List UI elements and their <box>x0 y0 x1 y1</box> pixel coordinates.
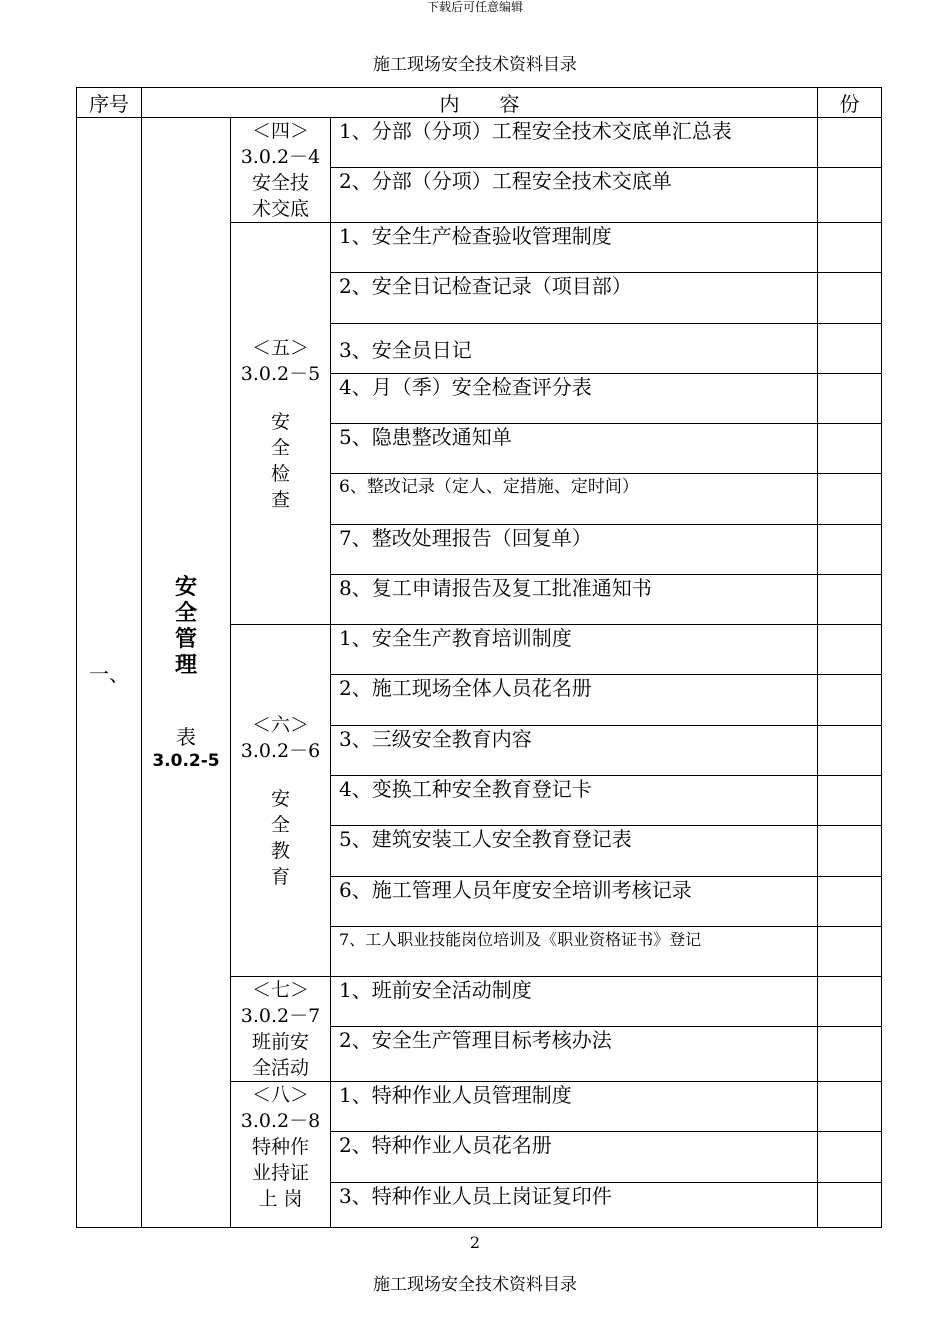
copies-cell <box>818 273 882 324</box>
section-6-code: ＜六＞ 3.0.2－6 安 全 教 育 <box>231 625 331 977</box>
list-item: 4、月（季）安全检查评分表 <box>331 374 818 424</box>
list-item: 1、安全生产检查验收管理制度 <box>331 223 818 273</box>
header-note: 下载后可任意编辑 <box>426 0 523 14</box>
list-item: 5、隐患整改通知单 <box>331 424 818 474</box>
copies-cell <box>818 675 882 726</box>
copies-cell <box>818 826 882 877</box>
copies-cell <box>818 625 882 675</box>
copies-cell <box>818 877 882 927</box>
list-item: 1、特种作业人员管理制度 <box>331 1082 818 1132</box>
list-item: 2、分部（分项）工程安全技术交底单 <box>331 168 818 223</box>
list-item: 3、特种作业人员上岗证复印件 <box>331 1183 818 1228</box>
copies-cell <box>818 726 882 776</box>
table-row <box>77 118 882 168</box>
copies-cell <box>818 118 882 168</box>
list-item: 3、三级安全教育内容 <box>331 726 818 776</box>
copies-cell <box>818 1183 882 1228</box>
copies-cell <box>818 977 882 1027</box>
copies-cell <box>818 374 882 424</box>
category-table-label: 表 <box>176 724 196 749</box>
list-item: 1、分部（分项）工程安全技术交底单汇总表 <box>331 118 818 168</box>
list-item: 2、安全生产管理目标考核办法 <box>331 1027 818 1082</box>
copies-cell <box>818 776 882 826</box>
page-title: 施工现场安全技术资料目录 <box>373 55 577 75</box>
section-7-code: ＜七＞ 3.0.2－7 班前安 全活动 <box>231 977 331 1082</box>
copies-cell <box>818 525 882 575</box>
page-number: 2 <box>469 1233 481 1252</box>
list-item: 6、施工管理人员年度安全培训考核记录 <box>331 877 818 927</box>
section-4-code: ＜四＞ 3.0.2－4 安全技 术交底 <box>231 118 331 223</box>
header-content: 内 容 <box>142 88 818 118</box>
list-item: 7、工人职业技能岗位培训及《职业资格证书》登记 <box>331 927 818 977</box>
category-table-code: 3.0.2-5 <box>152 750 220 771</box>
copies-cell <box>818 424 882 474</box>
list-item: 1、安全生产教育培训制度 <box>331 625 818 675</box>
list-item: 2、安全日记检查记录（项目部） <box>331 273 818 324</box>
list-item: 2、施工现场全体人员花名册 <box>331 675 818 726</box>
copies-cell <box>818 1082 882 1132</box>
header-copies: 份 <box>818 88 882 118</box>
list-item: 5、建筑安装工人安全教育登记表 <box>331 826 818 877</box>
copies-cell <box>818 575 882 625</box>
category-name: 安全管理 <box>175 573 198 678</box>
copies-cell <box>818 324 882 374</box>
list-item: 4、变换工种安全教育登记卡 <box>331 776 818 826</box>
section-5-code: ＜五＞ 3.0.2－5 安 全 检 查 <box>231 223 331 625</box>
list-item: 6、整改记录（定人、定措施、定时间） <box>331 474 818 525</box>
list-item: 7、整改处理报告（回复单） <box>331 525 818 575</box>
footer-title: 施工现场安全技术资料目录 <box>373 1275 577 1295</box>
header-row <box>77 88 882 118</box>
header-no: 序号 <box>77 88 142 118</box>
list-item: 1、班前安全活动制度 <box>331 977 818 1027</box>
list-item: 3、安全员日记 <box>331 324 818 374</box>
copies-cell <box>818 168 882 223</box>
category-cell <box>142 118 231 1228</box>
row-number: 一、 <box>77 118 142 1228</box>
copies-cell <box>818 474 882 525</box>
copies-cell <box>818 1132 882 1183</box>
list-item: 8、复工申请报告及复工批准通知书 <box>331 575 818 625</box>
copies-cell <box>818 223 882 273</box>
list-item: 2、特种作业人员花名册 <box>331 1132 818 1183</box>
catalog-table <box>76 87 882 1228</box>
copies-cell <box>818 927 882 977</box>
copies-cell <box>818 1027 882 1082</box>
section-8-code: ＜八＞ 3.0.2－8 特种作 业持证 上 岗 <box>231 1082 331 1228</box>
